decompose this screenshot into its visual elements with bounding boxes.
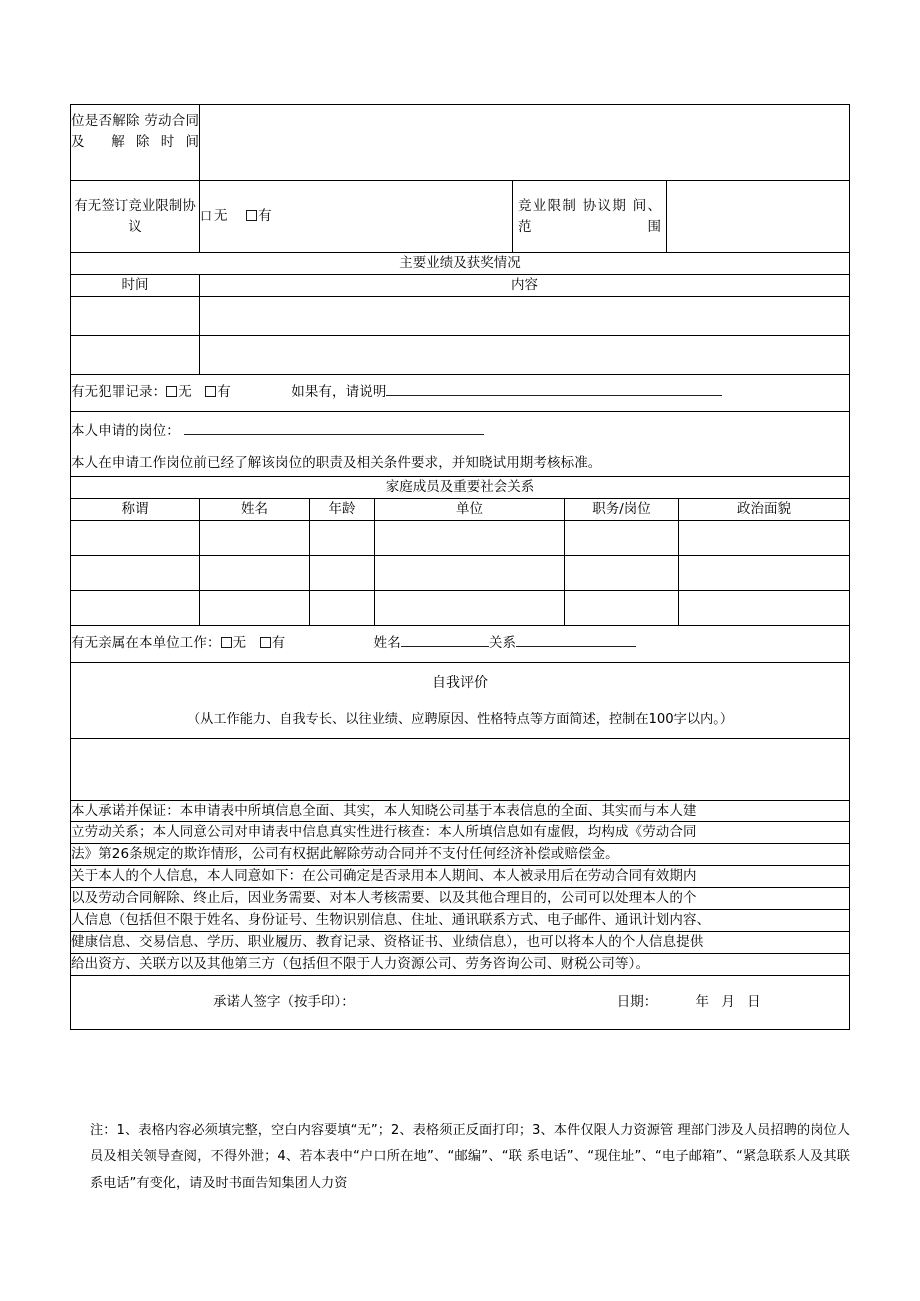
- family-political-cell[interactable]: [679, 520, 850, 555]
- family-position-cell[interactable]: [565, 555, 679, 590]
- family-position-cell[interactable]: [565, 590, 679, 625]
- family-row: [71, 555, 850, 590]
- noncompete-none-label: 无: [214, 208, 228, 225]
- row-declaration-line: [71, 844, 850, 866]
- relatives-none-checkbox[interactable]: [221, 637, 232, 648]
- declaration-line: 给出资方、关联方以及其他第三方（包括但不限于人力资源公司、劳务咨询公司、财税公司等）。: [71, 953, 850, 975]
- achievements-time-cell[interactable]: [71, 335, 200, 374]
- relatives-none-label: 无: [232, 635, 247, 652]
- family-relation-cell[interactable]: [71, 520, 200, 555]
- row-prev-contract: [71, 105, 850, 181]
- self-eval-input[interactable]: [71, 738, 850, 800]
- relatives-name-label: 姓名: [373, 635, 401, 652]
- criminal-none-checkbox[interactable]: [166, 386, 177, 397]
- row-relatives-here: [71, 625, 850, 662]
- declaration-line: 人信息（包括但不限于姓名、身份证号、生物识别信息、住址、通讯联系方式、电子邮件、通讯计划内容、: [71, 910, 850, 932]
- achievements-row: [71, 296, 850, 335]
- relatives-relation-label: 关系: [488, 635, 517, 652]
- row-self-eval-title: [71, 662, 850, 738]
- date-label: 日期：: [616, 993, 658, 1010]
- declaration-line: 本人承诺并保证：本申请表中所填信息全面、其实，本人知晓公司基于本表信息的全面、其实而与本人建: [71, 800, 850, 822]
- family-col-relation: 称谓: [71, 498, 200, 520]
- applied-position-input[interactable]: [184, 421, 484, 435]
- row-declaration-line: [71, 932, 850, 954]
- relatives-here-cell[interactable]: [71, 625, 850, 662]
- prev-contract-value[interactable]: [200, 105, 850, 181]
- criminal-record-cell[interactable]: [71, 374, 850, 411]
- family-name-cell[interactable]: [200, 555, 310, 590]
- family-row: [71, 520, 850, 555]
- date-ymd: 年 月 日: [695, 993, 765, 1010]
- noncompete-yes-checkbox[interactable]: [246, 210, 257, 221]
- family-row: [71, 590, 850, 625]
- family-political-cell[interactable]: [679, 590, 850, 625]
- self-eval-title-cell: [71, 662, 850, 738]
- prev-contract-label: 位是否解除 劳动合同及 解除时间: [71, 105, 200, 181]
- family-name-cell[interactable]: [200, 520, 310, 555]
- achievements-col-content: 内容: [200, 274, 850, 296]
- row-criminal-record: [71, 374, 850, 411]
- criminal-record-label: 有无犯罪记录：: [71, 384, 167, 401]
- declaration-line: 立劳动关系；本人同意公司对申请表中信息真实性进行核查：本人所填信息如有虚假，均构成《劳动合同: [71, 822, 850, 844]
- row-family-title: [71, 476, 850, 498]
- noncompete-yes-label: 有: [258, 208, 272, 225]
- declaration-line: 法》第26条规定的欺诈情形，公司有权据此解除劳动合同并不支付任何经济补偿或赔偿金。: [71, 844, 850, 866]
- achievements-col-time: 时间: [71, 274, 200, 296]
- row-declaration-line: [71, 800, 850, 822]
- relatives-yes-checkbox[interactable]: [260, 637, 271, 648]
- criminal-if-yes-label: 如果有，请说明: [291, 384, 387, 401]
- family-name-cell[interactable]: [200, 590, 310, 625]
- row-declaration-line: [71, 910, 850, 932]
- family-col-political: 政治面貌: [679, 498, 850, 520]
- form-page: [70, 104, 849, 1030]
- achievements-content-cell[interactable]: [200, 296, 850, 335]
- criminal-explain-input[interactable]: [386, 382, 722, 396]
- family-age-cell[interactable]: [310, 555, 375, 590]
- row-declaration-line: [71, 953, 850, 975]
- self-eval-title: 自我评价: [432, 674, 488, 691]
- row-applied-position: [71, 411, 850, 476]
- applied-position-cell[interactable]: [71, 411, 850, 476]
- row-declaration-line: [71, 822, 850, 844]
- relatives-here-label: 有无亲属在本单位工作：: [71, 635, 221, 652]
- row-declaration-line: [71, 866, 850, 888]
- family-members-table: [70, 498, 850, 626]
- noncompete-choice-cell[interactable]: [200, 181, 513, 253]
- noncompete-period-label: 竞业限制 协议期 间、范围: [513, 181, 667, 253]
- application-form-table: [70, 104, 850, 499]
- row-achievements-header: [71, 274, 850, 296]
- achievements-time-cell[interactable]: [71, 296, 200, 335]
- relatives-relation-input[interactable]: [516, 633, 636, 647]
- self-eval-hint: （从工作能力、自我专长、以往业绩、应聘原因、性格特点等方面简述，控制在100字以内。）: [186, 711, 734, 727]
- row-declaration-line: [71, 888, 850, 910]
- family-employer-cell[interactable]: [375, 555, 565, 590]
- family-col-name: 姓名: [200, 498, 310, 520]
- relatives-name-input[interactable]: [401, 633, 489, 647]
- noncompete-label: 有无签订竞业限制协议: [71, 181, 200, 253]
- family-relation-cell[interactable]: [71, 555, 200, 590]
- applied-position-label: 本人申请的岗位：: [71, 422, 180, 439]
- signature-cell[interactable]: [71, 975, 850, 1029]
- date-group[interactable]: [617, 992, 765, 1013]
- relatives-yes-label: 有: [271, 635, 286, 652]
- criminal-yes-label: 有: [217, 384, 231, 401]
- row-self-eval-input: [71, 738, 850, 800]
- noncompete-period-value[interactable]: [667, 181, 850, 253]
- achievements-title: 主要业绩及获奖情况: [71, 253, 850, 275]
- applied-position-statement: 本人在申请工作岗位前已经了解该岗位的职责及相关条件要求，并知晓试用期考核标准。: [71, 454, 602, 471]
- criminal-none-label: 无: [178, 384, 192, 401]
- family-employer-cell[interactable]: [375, 590, 565, 625]
- family-header-row: [71, 498, 850, 520]
- declaration-line: 关于本人的个人信息，本人同意如下：在公司确定是否录用本人期间、本人被录用后在劳动合同有效期内: [71, 866, 850, 888]
- row-noncompete: [71, 181, 850, 253]
- declaration-line: 健康信息、交易信息、学历、职业履历、教育记录、资格证书、业绩信息），也可以将本人的个人信息提供: [71, 932, 850, 954]
- lower-form-table: [70, 625, 850, 1030]
- footer-notes: [90, 1118, 850, 1197]
- criminal-yes-checkbox[interactable]: [205, 386, 216, 397]
- family-position-cell[interactable]: [565, 520, 679, 555]
- family-relation-cell[interactable]: [71, 590, 200, 625]
- family-age-cell[interactable]: [310, 520, 375, 555]
- row-achievements-title: [71, 253, 850, 275]
- footer-notes-text: 注：1、表格内容必须填完整，空白内容要填“无”；2、表格须正反面打印；3、本件仅限人力资源管 理部门涉及人员招聘的岗位人员及相关领导查阅，不得外泄；4、若本表中“户口所在地”、“邮编”、“联 系电话”、“现住址”、“电子邮箱”、“紧急联系人及其联系电话”有变化，请及时书面告知集团人力资: [90, 1123, 850, 1191]
- achievements-row: [71, 335, 850, 374]
- declaration-line: 以及劳动合同解除、终止后，因业务需要、对本人考核需要、以及其他合理目的，公司可以处理本人的个: [71, 888, 850, 910]
- family-age-cell[interactable]: [310, 590, 375, 625]
- family-title: 家庭成员及重要社会关系: [71, 476, 850, 498]
- family-col-age: 年龄: [310, 498, 375, 520]
- family-col-position: 职务/岗位: [565, 498, 679, 520]
- achievements-content-cell[interactable]: [200, 335, 850, 374]
- signer-label: 承诺人签字（按手印）：: [213, 993, 355, 1010]
- row-signature: [71, 975, 850, 1029]
- family-col-employer: 单位: [375, 498, 565, 520]
- family-political-cell[interactable]: [679, 555, 850, 590]
- noncompete-none-checkbox[interactable]: 口: [200, 209, 213, 224]
- family-employer-cell[interactable]: [375, 520, 565, 555]
